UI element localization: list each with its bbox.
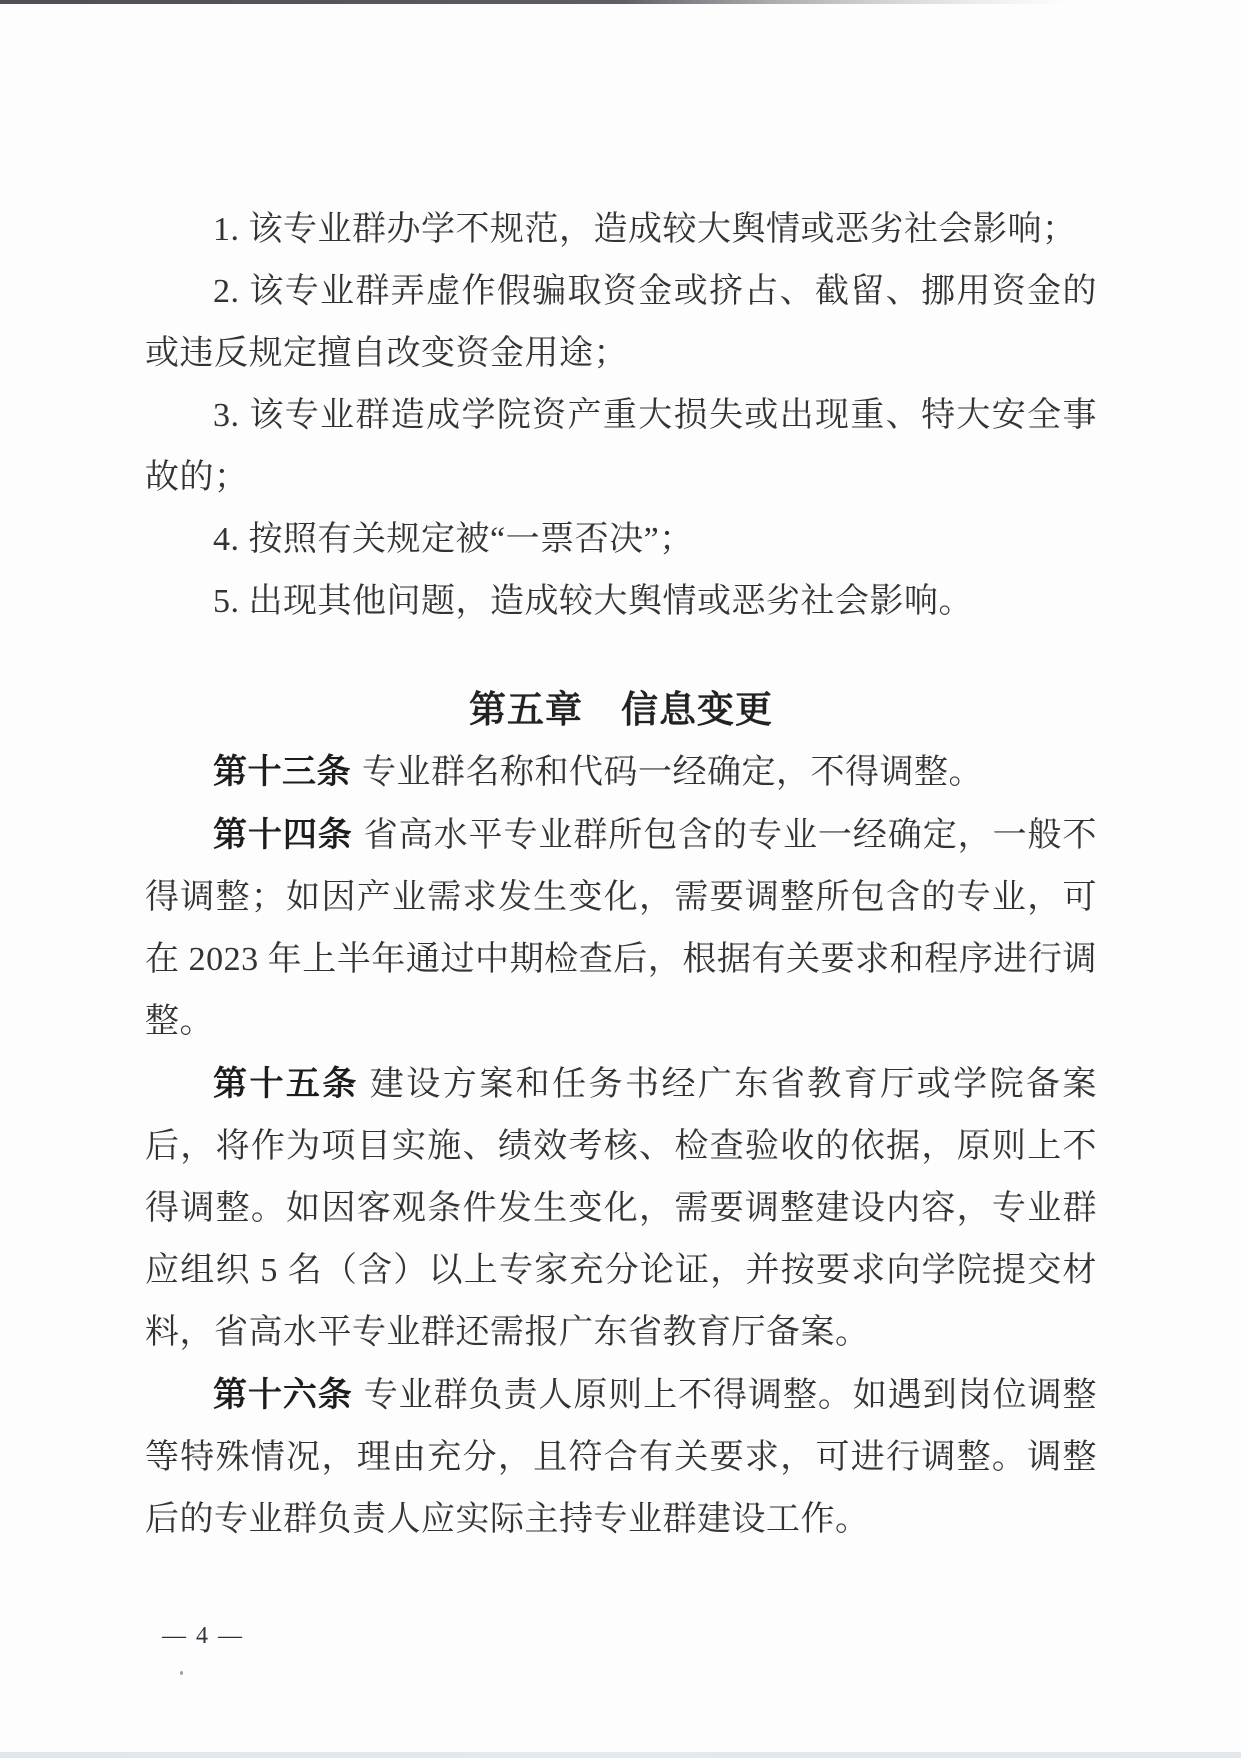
- article-16-label: 第十六条: [213, 1376, 353, 1414]
- scan-edge-artifact-bottom: [0, 1752, 1241, 1758]
- chapter-heading: 第五章 信息变更: [469, 689, 773, 730]
- article-15-label: 第十五条: [213, 1065, 359, 1103]
- article-13: [145, 741, 1097, 804]
- article-14-label: 第十四条: [213, 816, 353, 854]
- numbered-item-5: 5. 出现其他问题，造成较大舆情或恶劣社会影响。: [213, 583, 973, 620]
- article-16: [145, 1364, 1097, 1551]
- numbered-item-3: 3. 该专业群造成学院资产重大损失或出现重、特大安全事故的；: [145, 397, 1097, 496]
- numbered-item-1: 1. 该专业群办学不规范，造成较大舆情或恶劣社会影响；: [213, 211, 1077, 248]
- numbered-item-2: 2. 该专业群弄虚作假骗取资金或挤占、截留、挪用资金的或违反规定擅自改变资金用途；: [145, 273, 1097, 372]
- article-15: [145, 1053, 1097, 1364]
- article-15-text: 建设方案和任务书经广东省教育厅或学院备案后，将作为项目实施、绩效考核、检查验收的依据，原则上不得调整。如因客观条件发生变化，需要调整建设内容，专业群应组织 5 名（含）以上专家充分论证，并按要求向学院提交材料，省高水平专业群还需报广东省教育厅备案。: [145, 1066, 1098, 1351]
- page-number: — 4 —: [162, 1623, 244, 1649]
- scan-speck: [180, 1671, 183, 1675]
- article-13-label: 第十三条: [213, 753, 351, 791]
- article-13-text: 专业群名称和代码一经确定，不得调整。: [362, 754, 983, 791]
- scan-edge-artifact-top: [0, 0, 1241, 4]
- article-16-text: 专业群负责人原则上不得调整。如遇到岗位调整等特殊情况，理由充分，且符合有关要求，可进行调整。调整后的专业群负责人应实际主持专业群建设工作。: [145, 1377, 1097, 1538]
- article-14-text: 省高水平专业群所包含的专业一经确定，一般不得调整；如因产业需求发生变化，需要调整所包含的专业，可在 2023 年上半年通过中期检查后，根据有关要求和程序进行调整。: [145, 817, 1097, 1040]
- numbered-item-4: 4. 按照有关规定被“一票否决”；: [213, 521, 694, 558]
- article-14: [145, 804, 1097, 1053]
